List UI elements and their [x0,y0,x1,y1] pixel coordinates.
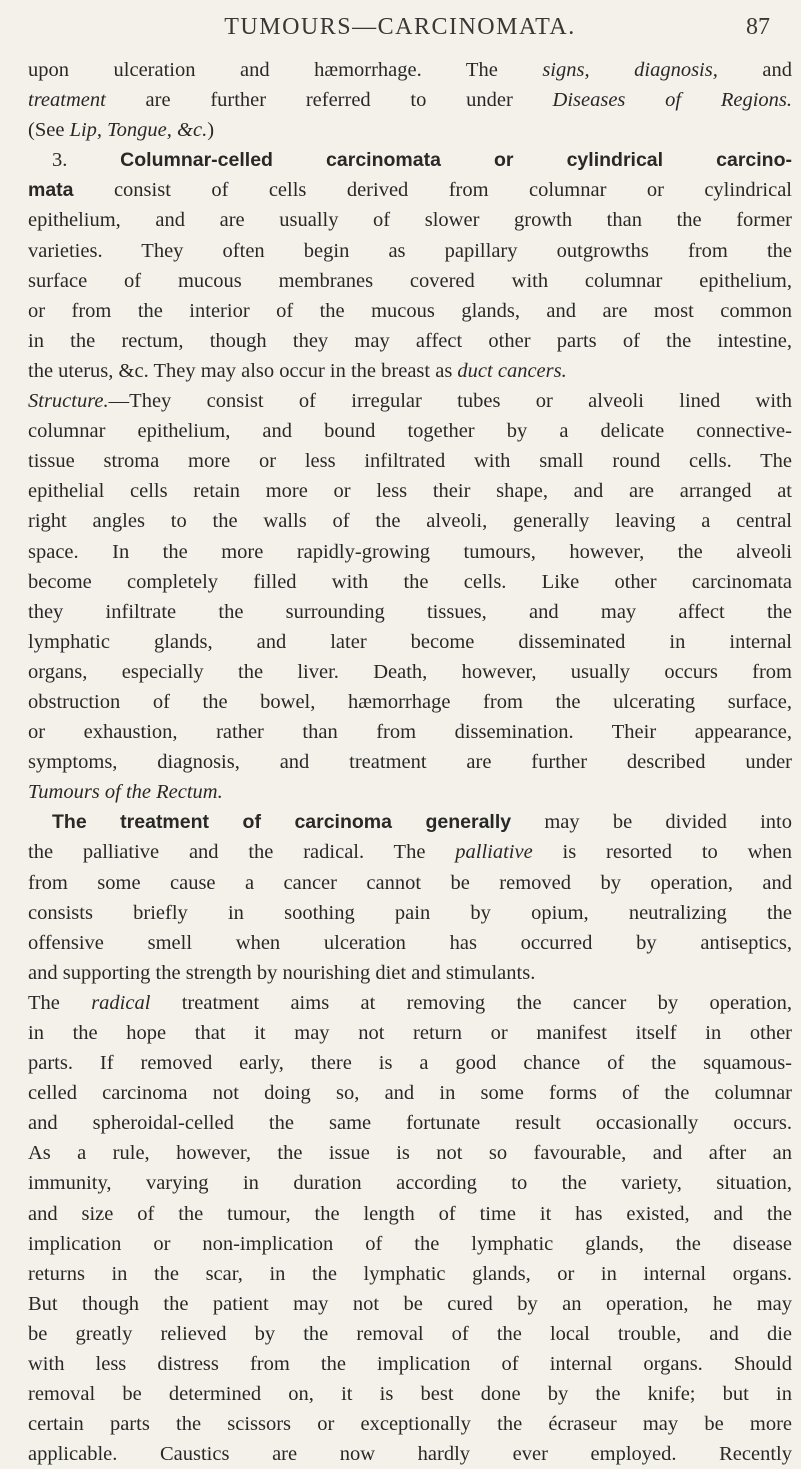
text-line [28,1409,792,1439]
text-line [28,55,792,85]
text-segment: treatment aims at removing the cancer by operation, [150,991,792,1014]
text-segment: right angles to the walls of the alveoli, generally leaving a central [28,510,792,533]
text-line [28,506,792,536]
text-line [28,627,792,657]
text-line [28,205,792,235]
text-line [28,777,792,807]
text-segment: epithelium, and are usually of slower growth than the former [28,209,792,232]
text-segment: the palliative and the radical. The [28,841,456,864]
text-line [28,145,792,175]
text-segment: become completely filled with the cells. Like other carcinomata [28,570,792,593]
text-segment: in the rectum, though they may affect other parts of the intestine, [28,329,792,352]
text-segment: and supporting the strength by nourishing diet and stimulants. [28,961,536,984]
text-line [28,85,792,115]
text-segment: organs, especially the liver. Death, however, usually occurs from [28,660,792,683]
text-segment: and size of the tumour, the length of time it has existed, and the [28,1202,792,1225]
text-segment: is resorted to when [532,841,792,864]
text-segment: upon ulceration and hæmorrhage. The [28,59,543,81]
italic-text: treatment [28,89,106,112]
text-segment: The [28,991,92,1014]
text-line [28,988,792,1018]
italic-text: radical [91,991,151,1014]
text-line [28,657,792,687]
text-segment: certain parts the scissors or exceptionally the écraseur may be more [28,1413,792,1436]
text-segment: space. In the more rapidly-growing tumours, however, the alveoli [28,540,792,563]
text-line [28,1078,792,1108]
italic-text: signs, diagnosis, [542,59,718,81]
text-segment: in the hope that it may not return or manifest itself in other [28,1022,792,1044]
text-segment: may be divided into [511,811,792,834]
text-line [28,928,792,958]
text-segment: columnar epithelium, and bound together by a delicate connective- [28,420,792,443]
text-segment: As a rule, however, the issue is not so favourable, and after an [28,1142,792,1165]
text-line [28,1289,792,1319]
text-segment: ) [207,119,215,142]
body-text [28,55,792,1469]
text-line [28,1319,792,1349]
text-segment: returns in the scar, in the lymphatic glands, or in internal organs. [28,1262,792,1285]
text-segment: epithelial cells retain more or less their shape, and are arranged at [28,480,792,503]
text-line [28,1199,792,1229]
text-line [28,1048,792,1078]
text-segment: and [717,59,792,81]
text-line [28,717,792,747]
text-line [28,386,792,416]
text-line [28,597,792,627]
text-line [28,1379,792,1409]
text-segment: offensive smell when ulceration has occurred by antiseptics, [28,931,792,954]
text-line [28,1439,792,1469]
text-segment: consist of cells derived from columnar or cylindrical [73,179,792,202]
page-number: 87 [746,14,770,40]
text-line [28,837,792,867]
text-segment: celled carcinoma not doing so, and in some forms of the columnar [28,1082,792,1105]
text-line [28,1229,792,1259]
text-line [28,476,792,506]
text-line [28,958,792,988]
running-title: TUMOURS—CARCINOMATA. [224,14,576,40]
bold-heading-text: mata [28,179,74,202]
text-line [28,1108,792,1138]
text-segment: implication or non-implication of the lymphatic glands, the disease [28,1232,792,1255]
text-segment: But though the patient may not be cured by an operation, he may [28,1292,792,1315]
italic-text: Structure. [28,390,109,413]
text-segment: they infiltrate the surrounding tissues, and may affect the [28,600,792,623]
text-segment: from some cause a cancer cannot be removed by operation, and [28,871,792,894]
italic-text: Lip, Tongue, &c. [69,119,208,142]
text-segment: and spheroidal-celled the same fortunate result occasionally occurs. [28,1112,792,1135]
text-segment: or from the interior of the mucous glands, and are most common [28,299,792,322]
text-segment: be greatly relieved by the removal of the local trouble, and die [28,1322,792,1345]
text-line [28,807,792,837]
text-line [28,296,792,326]
text-line [28,356,792,386]
text-line [28,1349,792,1379]
text-line [28,266,792,296]
text-line [28,115,792,145]
running-head [70,12,770,42]
text-line [28,1168,792,1198]
bold-heading-text: Columnar-celled carcinomata or cylindrical carcino- [120,149,792,172]
text-segment: or exhaustion, rather than from dissemination. Their appearance, [28,721,792,744]
text-line [28,567,792,597]
italic-text: duct cancers. [457,359,567,382]
text-segment: parts. If removed early, there is a good chance of the squamous- [28,1052,792,1075]
text-segment: tissue stroma more or less infiltrated with small round cells. The [28,450,792,473]
text-line [28,175,792,205]
text-line [28,1259,792,1289]
text-segment: removal be determined on, it is best done by the knife; but in [28,1383,792,1406]
text-line [28,326,792,356]
bold-heading-text: The treatment of carcinoma generally [52,811,512,834]
text-segment: obstruction of the bowel, hæmorrhage from the ulcerating surface, [28,690,792,713]
text-line [28,898,792,928]
text-segment: (See [28,119,70,142]
text-segment: symptoms, diagnosis, and treatment are further described under [28,751,792,774]
italic-text: Diseases of Regions. [552,89,792,112]
text-segment: surface of mucous membranes covered with columnar epithelium, [28,269,792,292]
text-line [28,747,792,777]
text-segment: varieties. They often begin as papillary outgrowths from the [28,239,792,262]
text-line [28,236,792,266]
text-line [28,416,792,446]
text-segment: immunity, varying in duration according to the variety, situation, [28,1172,792,1195]
text-line [28,1138,792,1168]
text-segment: 3. [52,149,121,172]
text-line [28,537,792,567]
italic-text: palliative [455,841,533,864]
text-line [28,1018,792,1048]
text-segment: with less distress from the implication of internal organs. Should [28,1353,792,1376]
italic-text: Tumours of the Rectum. [28,781,223,804]
text-segment: consists briefly in soothing pain by opium, neutralizing the [28,901,792,924]
text-segment: applicable. Caustics are now hardly ever employed. Recently [28,1443,792,1466]
text-segment: —They consist of irregular tubes or alveoli lined with [108,390,792,413]
text-segment: the uterus, &c. They may also occur in the breast as [28,359,458,382]
text-segment: lymphatic glands, and later become disseminated in internal [28,630,792,653]
text-segment: are further referred to under [105,89,553,112]
text-line [28,687,792,717]
text-line [28,446,792,476]
text-line [28,868,792,898]
